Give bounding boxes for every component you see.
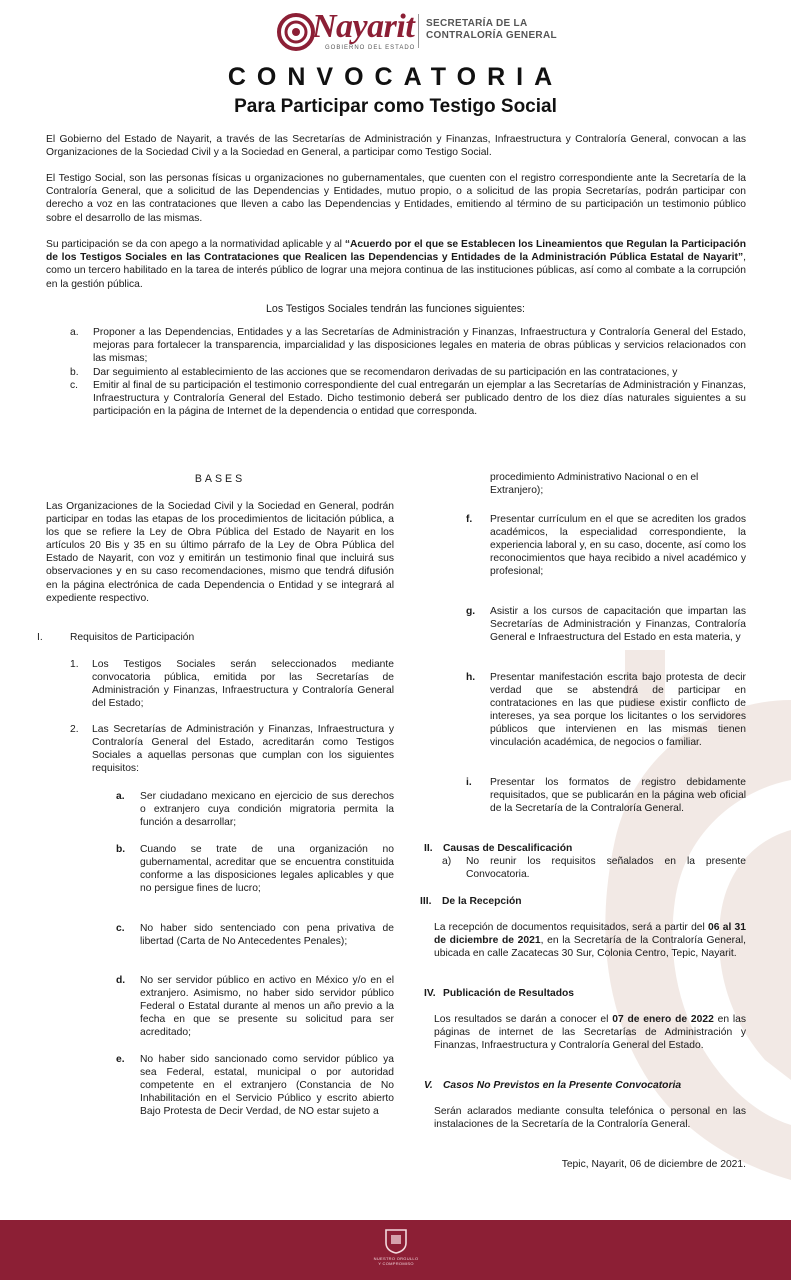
requirement-item-text: No haber sido sentenciado con pena privativa de libertad (Carta de No Antecedentes Penales); xyxy=(140,923,394,948)
requirement-letter: f. xyxy=(466,514,473,525)
bases-intro: Las Organizaciones de la Sociedad Civil y la Sociedad en General, podrán participar en todas las etapas de los procedimientos de licitación pública, a los que se refiere la Ley de Obra Pública del Estado de Nayarit en los artículos 20 Bis y 35 en su último párrafo de la Ley de Obra Pública del Estado de Nayarit, con voz y emitirán un testimonio final que incluirá sus observaciones y en su caso recomendaciones, mismo que tendrá difusión en la página electrónica de cada Dependencia o Entidad y se integrará al expediente respectivo. xyxy=(46,501,394,604)
requirement-letter: a. xyxy=(116,791,125,802)
requirement-item-text: Asistir a los cursos de capacitación que impartan las Secretarías de Administración y Finanzas, Contraloría General e Infraestructura del Estado en esta materia, y xyxy=(490,606,746,644)
logo-subtitle: GOBIERNO DEL ESTADO xyxy=(325,45,416,51)
requirement-letter: e. xyxy=(116,1054,125,1065)
reception-text xyxy=(434,921,746,960)
requirement-number: 2. xyxy=(70,724,79,735)
requirement-2 xyxy=(70,723,394,775)
intro-p3-end: , como un tercero habilitado en la tarea de interés público de lograr una mejora continua de las instituciones públicas, así como al combate a la corrupción en la gestión pública. xyxy=(46,252,746,290)
section-5-heading xyxy=(424,1079,746,1092)
function-item xyxy=(46,379,746,419)
requirement-e-continuation: procedimiento Administrativo Nacional o en el Extranjero); xyxy=(490,472,699,497)
section-3-heading xyxy=(420,895,746,908)
logo-divider xyxy=(418,14,419,48)
requirement-number: 1. xyxy=(70,659,79,670)
logo-wordmark: Nayarit xyxy=(312,8,415,45)
section-title: Causas de Descalificación xyxy=(443,843,573,854)
footer-motto-line1: NUESTRO ORGULLO xyxy=(373,1256,419,1261)
function-letter: c. xyxy=(70,379,79,391)
requirement-item-text: Ser ciudadano mexicano en ejercicio de sus derechos o extranjero cuya condición migratoria permita la función a desarrollar; xyxy=(140,791,394,829)
section-number: IV. xyxy=(424,988,436,999)
intro-paragraph-2: El Testigo Social, son las personas físicas u organizaciones no gubernamentales, que cuenten con el registro correspondiente ante la Secretaría de la Contraloría General, que a solicitud de las Dependencias y Entidades, mutuo propio, o a solicitud de las propia Secretarías, podrán participar con derecho a voz en las contrataciones que lleven a cabo las Dependencias y Entidades, emitiendo al término de su participación un testimonio público sobre el desarrollo de las mismas. xyxy=(46,173,746,224)
disqualification-letter: a) xyxy=(442,856,452,867)
requirement-item xyxy=(116,1053,394,1118)
intro-paragraph-3 xyxy=(46,238,746,291)
department-line1: SECRETARÍA DE LA xyxy=(426,18,528,29)
section-title: Casos No Previstos en la Presente Convocatoria xyxy=(443,1080,682,1091)
requirement-item-text: Presentar currículum en el que se acrediten los grados académicos, la especialidad correspondiente, la experiencia laboral y, en su caso, docente, así como los reconocimientos que haya recibido a nivel académico y profesional; xyxy=(490,514,746,578)
section-title: Publicación de Resultados xyxy=(443,988,575,999)
section-title: Requisitos de Participación xyxy=(70,632,195,643)
function-item xyxy=(46,366,746,379)
requirement-item xyxy=(116,922,394,948)
department-name xyxy=(426,18,557,42)
requirement-item xyxy=(466,605,746,644)
results-date: 07 de enero de 2022 xyxy=(612,1014,714,1025)
requirement-letter: d. xyxy=(116,975,126,986)
intro-paragraph-1: El Gobierno del Estado de Nayarit, a través de las Secretarías de Administración y Finanzas, Infraestructura y Contraloría General, convocan a las Organizaciones de la Sociedad Civil y a la Sociedad en General, a participar como Testigo Social. xyxy=(46,134,746,159)
results-text-end: en las páginas de internet de las Secretarías de Administración y Finanzas, Infraestructura y Contraloría General del Estado. xyxy=(434,1014,747,1052)
section-1-heading xyxy=(37,631,397,644)
requirement-letter: g. xyxy=(466,606,476,617)
section-number: V. xyxy=(424,1080,433,1091)
results-text-start: Los resultados se darán a conocer el xyxy=(434,1014,613,1025)
section-number: I. xyxy=(37,632,43,643)
intro-p3-start: Su participación se da con apego a la normatividad aplicable y al xyxy=(46,239,345,250)
requirement-item xyxy=(466,671,746,750)
footer-motto-line2: Y COMPROMISO xyxy=(378,1261,414,1266)
requirement-item xyxy=(466,776,746,815)
section-2-heading xyxy=(424,842,746,855)
requirement-text: Los Testigos Sociales serán seleccionados mediante convocatoria pública, emitida por las Secretarías de Administración y Finanzas, Infraestructura y Contraloría General del Estado; xyxy=(92,659,394,710)
requirement-text: Las Secretarías de Administración y Finanzas, Infraestructura y Contraloría General del Estado, acreditarán como Testigos Sociales a aquellas personas que cumplan con los siguientes requisitos: xyxy=(92,724,394,775)
requirement-item xyxy=(116,974,394,1039)
reception-text-start: La recepción de documentos requisitados, será a partir del xyxy=(434,922,709,933)
requirement-item-text: No haber sido sancionado como servidor público ya sea Federal, estatal, municipal o por autoridad competente en el extranjero (Constancia de No Inhabilitación en el Servicio Público y escrito abierto Bajo Protesta de Decir Verdad, de NO estar sujeto a xyxy=(140,1054,394,1118)
requirement-letter: h. xyxy=(466,672,476,683)
function-item xyxy=(46,326,746,366)
document-subtitle: Para Participar como Testigo Social xyxy=(234,96,557,117)
footer-motto xyxy=(370,1256,422,1266)
requirement-item-text: Presentar los formatos de registro debidamente requisitados, que se publicarán en la página web oficial de la Secretaría de la Contraloría General. xyxy=(490,777,746,815)
section-number: II. xyxy=(424,843,433,854)
place-and-date: Tepic, Nayarit, 06 de diciembre de 2021. xyxy=(561,1159,746,1170)
section-4-heading xyxy=(424,987,746,1000)
disqualification-text: No reunir los requisitos señalados en la presente Convocatoria. xyxy=(466,856,746,881)
section-number: III. xyxy=(420,896,432,907)
reception-text-end: , en la Secretaría de la Contraloría General, ubicada en calle Zacatecas 30 Sur, Colonia Centro, Tepic, Nayarit. xyxy=(434,935,746,960)
requirement-1 xyxy=(70,658,394,710)
nayarit-rose-icon xyxy=(276,12,316,52)
function-letter: b. xyxy=(70,366,79,378)
function-text: Emitir al final de su participación el testimonio correspondiente del cual entregarán un ejemplar a las Secretarías de Administración y Finanzas, Infraestructura y Contraloría General del Estado. Dicho testimonio deberá ser publicado dentro de los diez días naturales siguientes a su participación en la página de Internet de la dependencia o entidad que corresponda. xyxy=(93,379,746,418)
requirement-letter: b. xyxy=(116,844,126,855)
disqualification-item xyxy=(442,855,746,881)
section-title: De la Recepción xyxy=(442,896,522,907)
document-title: CONVOCATORIA xyxy=(227,63,564,91)
requirement-item xyxy=(466,513,746,578)
requirement-letter: c. xyxy=(116,923,125,934)
functions-title: Los Testigos Sociales tendrán las funciones siguientes: xyxy=(266,303,525,315)
department-line2: CONTRALORÍA GENERAL xyxy=(426,30,557,41)
requirement-letter: i. xyxy=(466,777,472,788)
requirement-item-text: Cuando se trate de una organización no gubernamental, acreditar que se encuentra constituida conforme a las disposiciones legales aplicables y que no persigue fines de lucro; xyxy=(140,844,394,895)
state-shield-icon xyxy=(383,1228,409,1254)
unforeseen-cases-text: Serán aclarados mediante consulta telefónica o personal en las instalaciones de la Secretaría de la Contraloría General. xyxy=(434,1106,746,1131)
requirement-item-text: Presentar manifestación escrita bajo protesta de decir verdad que se abstendrá de participar en contrataciones en las que pudiese existir conflicto de intereses, ya sea porque los licitantes o los servidores públicos que intervienen en las mismas tienen vinculación académica, de negocios o familiar. xyxy=(490,672,746,749)
header xyxy=(0,8,791,56)
functions-list xyxy=(46,326,746,418)
requirement-item xyxy=(116,843,394,895)
function-text: Proponer a las Dependencias, Entidades y a las Secretarías de Administración y Finanzas, Infraestructura y Contraloría General del Estado, mejoras para fortalecer la transparencia, imparcialidad y las disposiciones legales en materia de obras públicas y servicios relacionados con las mismas; xyxy=(93,327,746,365)
requirement-item-text: No ser servidor público en activo en México y/o en el extranjero. Asimismo, no haber sido servidor público Federal o Estatal durante al menos un año previo a la fecha en que se presente su solicitud para ser acreditado; xyxy=(140,975,394,1039)
results-text xyxy=(434,1013,746,1052)
function-letter: a. xyxy=(70,327,79,338)
agreement-name: “Acuerdo por el que se Establecen los Lineamientos que Regulan la Participación de los Testigos Sociales en las Contrataciones que Realicen las Dependencias y Entidades de la Administración Pública Estatal de Nayarit” xyxy=(46,239,746,264)
reception-dates: 06 al 31 de diciembre de 2021 xyxy=(434,922,746,947)
requirement-item xyxy=(116,790,394,829)
bases-title: BASES xyxy=(194,473,246,485)
function-text: Dar seguimiento al establecimiento de las acciones que se recomendaron derivadas de su participación en las contrataciones, y xyxy=(93,366,678,378)
